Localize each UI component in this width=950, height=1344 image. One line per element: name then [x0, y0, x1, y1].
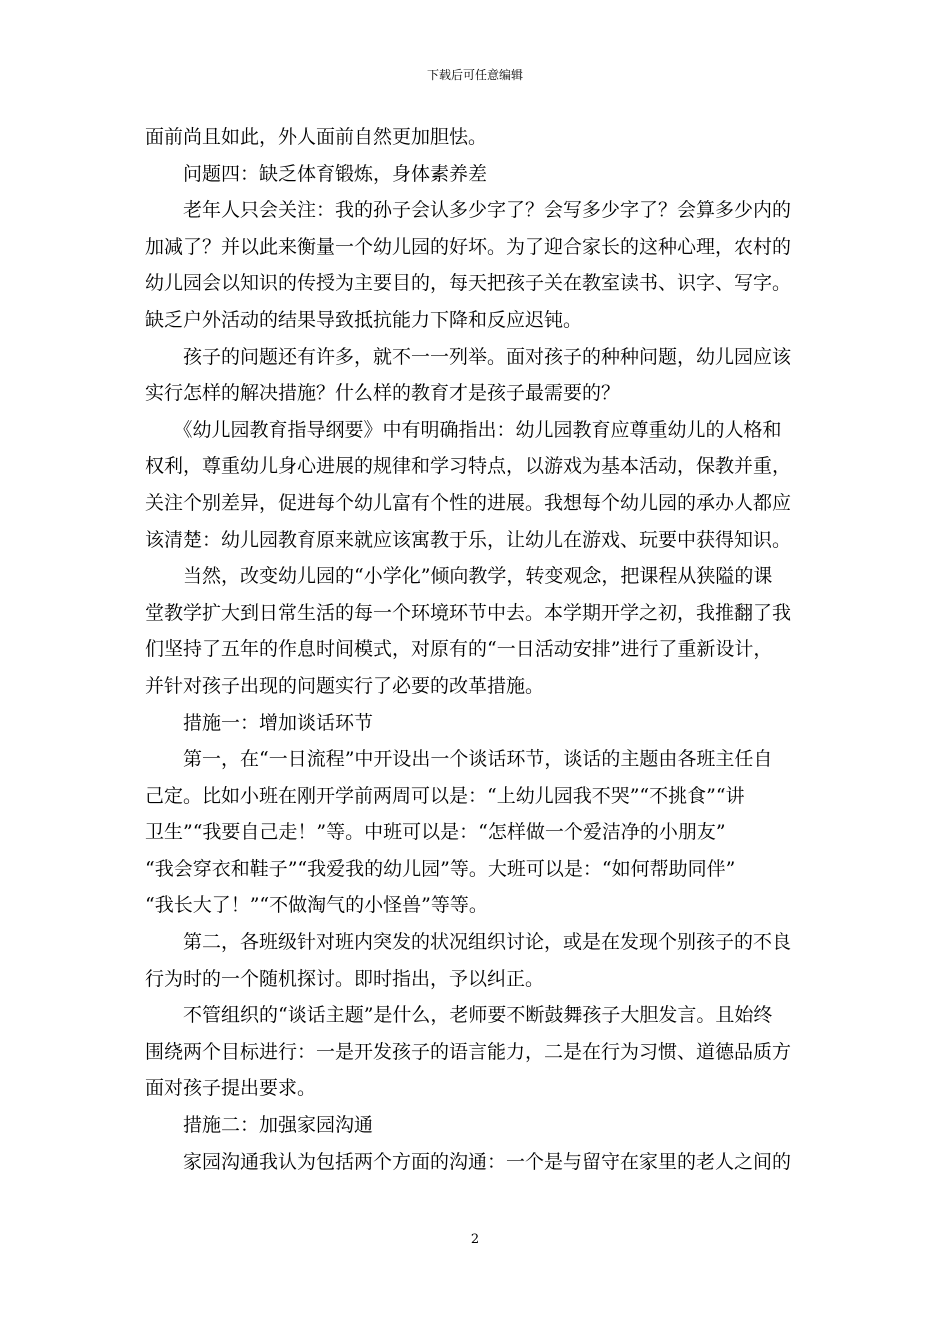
- text-line: 围绕两个目标进行：一是开发孩子的语言能力，二是在行为习惯、道德品质方: [145, 1040, 792, 1063]
- section-heading-problem-4: 问题四：缺乏体育锻炼，身体素养差: [145, 162, 488, 185]
- page-number: 2: [470, 1232, 480, 1247]
- text-line: 并针对孩子出现的问题实行了必要的改革措施。: [145, 674, 545, 697]
- text-line: 第一，在“一日流程”中开设出一个谈话环节，谈话的主题由各班主任自: [145, 748, 773, 771]
- text-line: 卫生”“我要自己走！”等。中班可以是：“怎样做一个爱洁净的小朋友”: [145, 821, 726, 844]
- text-line: 家园沟通我认为包括两个方面的沟通：一个是与留守在家里的老人之间的: [145, 1150, 792, 1173]
- text-line: 己定。比如小班在刚开学前两周可以是：“上幼儿园我不哭”“不挑食”“讲: [145, 784, 745, 807]
- text-line: 堂教学扩大到日常生活的每一个环境环节中去。本学期开学之初，我推翻了我: [145, 601, 792, 624]
- text-line: 行为时的一个随机探讨。即时指出，予以纠正。: [145, 967, 545, 990]
- text-line: 加减了？并以此来衡量一个幼儿园的好坏。为了迎合家长的这种心理，农村的: [145, 235, 792, 258]
- text-line: “我长大了！”“不做淘气的小怪兽”等等。: [145, 894, 488, 917]
- section-heading-measure-1: 措施一：增加谈话环节: [145, 711, 374, 734]
- text-line: 关注个别差异，促进每个幼儿富有个性的进展。我想每个幼儿园的承办人都应: [145, 491, 792, 514]
- section-heading-measure-2: 措施二：加强家园沟通: [145, 1114, 374, 1137]
- text-line: 们坚持了五年的作息时间模式，对原有的“一日活动安排”进行了重新设计，: [145, 638, 773, 661]
- text-line: 缺乏户外活动的结果导致抵抗能力下降和反应迟钝。: [145, 308, 583, 331]
- text-line: 不管组织的“谈话主题”是什么，老师要不断鼓舞孩子大胆发言。且始终: [145, 1004, 773, 1027]
- document-body: [145, 119, 809, 1180]
- text-line: 幼儿园会以知识的传授为主要目的，每天把孩子关在教室读书、识字、写字。: [145, 272, 792, 295]
- text-line: 第二，各班级针对班内突发的状况组织讨论，或是在发现个别孩子的不良: [145, 931, 792, 954]
- text-line: 实行怎样的解决措施？什么样的教育才是孩子最需要的？: [145, 382, 621, 405]
- text-line: 《幼儿园教育指导纲要》中有明确指出：幼儿园教育应尊重幼儿的人格和: [145, 418, 782, 441]
- text-line: 孩子的问题还有许多，就不一一列举。面对孩子的种种问题，幼儿园应该: [145, 345, 792, 368]
- text-line: 面对孩子提出要求。: [145, 1077, 317, 1100]
- text-line: 权利，尊重幼儿身心进展的规律和学习特点，以游戏为基本活动，保教并重，: [145, 455, 792, 478]
- page-header: 下载后可任意编辑: [426, 68, 523, 82]
- text-line: 当然，改变幼儿园的“小学化”倾向教学，转变观念，把课程从狭隘的课: [145, 565, 773, 588]
- text-line: 该清楚：幼儿园教育原来就应该寓教于乐，让幼儿在游戏、玩要中获得知识。: [145, 528, 792, 551]
- text-line: 老年人只会关注：我的孙子会认多少字了？会写多少字了？会算多少内的: [145, 199, 792, 222]
- text-line: “我会穿衣和鞋子”“我爱我的幼儿园”等。大班可以是：“如何帮助同伴”: [145, 857, 736, 880]
- text-line: 面前尚且如此，外人面前自然更加胆怯。: [145, 126, 488, 148]
